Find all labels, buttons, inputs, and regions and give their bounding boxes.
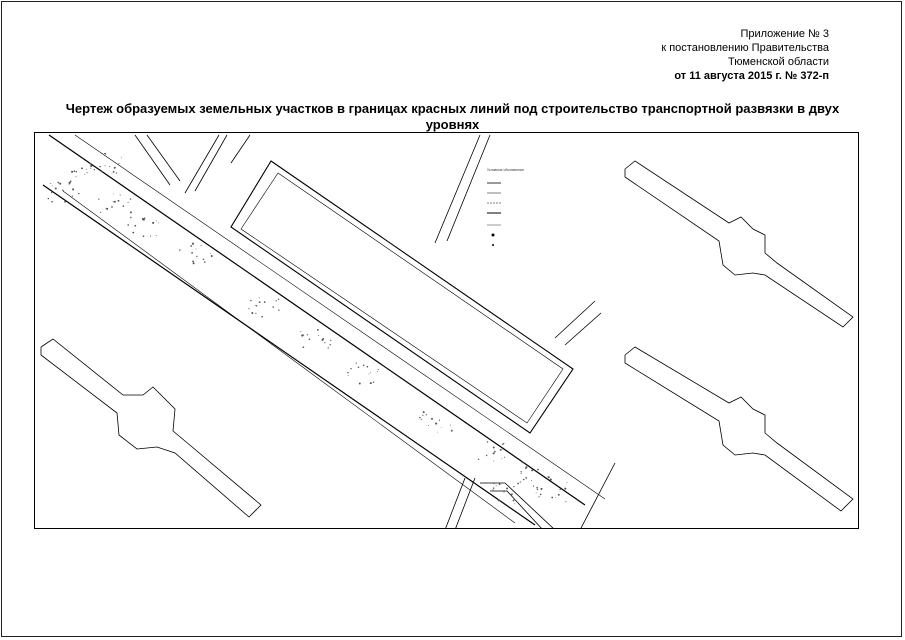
vegetation-dot	[441, 427, 442, 428]
vegetation-dot	[57, 182, 59, 184]
vegetation-dot	[193, 262, 195, 264]
vegetation-dot	[101, 170, 103, 172]
vegetation-dot	[493, 483, 494, 484]
vegetation-dot	[419, 417, 421, 419]
vegetation-dot	[521, 473, 522, 474]
vegetation-dot	[358, 367, 360, 369]
vegetation-dot	[51, 201, 53, 203]
vegetation-dot	[551, 497, 553, 499]
vegetation-dot	[525, 477, 527, 479]
vegetation-dot	[493, 461, 494, 462]
vegetation-dot	[120, 194, 121, 195]
vegetation-dot	[540, 488, 542, 490]
vegetation-dot	[493, 447, 495, 449]
vegetation-dot	[158, 222, 159, 223]
vegetation-dot	[558, 494, 560, 496]
vegetation-dot	[127, 224, 129, 226]
vegetation-dot	[493, 489, 494, 490]
vegetation-dot	[368, 373, 369, 374]
vegetation-dot	[531, 469, 533, 471]
vegetation-dot	[113, 201, 114, 202]
vegetation-dot	[501, 458, 502, 459]
vegetation-dot	[517, 483, 519, 485]
vegetation-dot	[373, 382, 374, 383]
vegetation-dot	[422, 415, 423, 416]
vegetation-dot	[506, 488, 508, 490]
vegetation-dot	[437, 432, 438, 433]
vegetation-dot	[328, 347, 329, 348]
vegetation-dot	[109, 166, 110, 167]
vegetation-dot	[502, 449, 503, 450]
vegetation-dot	[130, 211, 132, 213]
vegetation-dot	[112, 173, 113, 174]
vegetation-dot	[513, 499, 515, 501]
vegetation-dot	[116, 172, 117, 173]
vegetation-dot	[130, 198, 131, 199]
vegetation-dot	[498, 499, 500, 501]
vegetation-dot	[493, 487, 494, 488]
vegetation-dot	[52, 185, 53, 186]
vegetation-dot	[196, 256, 197, 257]
vegetation-dot	[191, 252, 193, 254]
vegetation-dot	[564, 488, 566, 490]
vegetation-dot	[81, 167, 83, 169]
vegetation-dot	[537, 488, 539, 490]
vegetation-dot	[300, 331, 301, 332]
vegetation-dot	[531, 480, 532, 481]
vegetation-dot	[251, 312, 253, 314]
vegetation-dot	[272, 306, 274, 308]
road-corridor	[43, 135, 605, 525]
vegetation-dot	[499, 483, 501, 485]
vegetation-dot	[255, 313, 256, 314]
vegetation-dot	[71, 171, 73, 173]
vegetation-dot	[118, 163, 119, 164]
vegetation-dot	[523, 479, 525, 481]
vegetation-dot	[143, 235, 145, 237]
red-line-lower	[43, 185, 535, 525]
vegetation-dot	[211, 256, 212, 257]
vegetation-dot	[486, 455, 487, 456]
vegetation-dot	[323, 338, 325, 340]
vegetation-dot	[156, 220, 157, 221]
vegetation-dot	[500, 449, 502, 451]
appendix-line-1: Приложение № 3	[740, 28, 829, 40]
vegetation-dot	[493, 452, 495, 454]
vegetation-dot	[128, 202, 129, 203]
vegetation-dot	[130, 217, 132, 219]
vegetation-dot	[114, 167, 116, 169]
vegetation-dot	[435, 423, 437, 425]
vegetation-dot	[540, 494, 542, 496]
vegetation-dot	[76, 171, 78, 173]
vegetation-dot	[78, 193, 79, 194]
vegetation-dot	[59, 183, 61, 185]
vegetation-dot	[195, 248, 196, 249]
vegetation-dot	[72, 188, 74, 190]
vegetation-dot	[525, 466, 527, 468]
vegetation-dot	[64, 201, 66, 203]
vegetation-dot	[121, 157, 122, 158]
vegetation-dot	[307, 334, 308, 335]
plan-drawing	[34, 132, 859, 529]
vegetation-dot	[303, 346, 305, 348]
vegetation-dot	[378, 369, 379, 370]
vegetation-dot	[324, 342, 325, 343]
vegetation-dot	[348, 375, 349, 376]
vegetation-dot	[426, 414, 427, 415]
vegetation-dot	[152, 222, 154, 224]
vegetation-dot	[134, 225, 136, 227]
vegetation-dot	[62, 190, 64, 192]
vegetation-dot	[264, 301, 266, 303]
vegetation-dot	[94, 169, 95, 170]
vegetation-dot	[100, 212, 101, 213]
vegetation-dot	[356, 362, 357, 363]
vegetation-dot	[317, 329, 319, 331]
vegetation-dot	[538, 496, 539, 497]
vegetation-dot	[248, 308, 249, 309]
vegetation-dot	[90, 165, 92, 167]
vegetation-dot	[421, 419, 422, 420]
vegetation-dot	[259, 297, 260, 298]
vegetation-dot	[278, 310, 279, 311]
vegetation-dot	[555, 497, 556, 498]
quarter-inner	[241, 173, 563, 423]
vegetation-dot	[478, 459, 479, 460]
vegetation-dot	[567, 482, 568, 483]
vegetation-dot	[114, 201, 116, 203]
vegetation-dot	[428, 425, 429, 426]
vegetation-dot	[487, 441, 488, 442]
vegetation-dot	[51, 192, 52, 193]
vegetation-dot	[132, 232, 134, 234]
vegetation-dot	[111, 206, 113, 208]
road-edge-1	[75, 135, 605, 499]
vegetation-dot	[105, 165, 106, 166]
vegetation-dot	[106, 208, 108, 210]
vegetation-dot	[86, 169, 87, 170]
inset-top-right	[625, 161, 853, 327]
appendix-line-3: Тюменской области	[727, 56, 829, 68]
vegetation-dot	[74, 170, 76, 172]
vegetation-dot	[72, 196, 73, 197]
svg-text:Условные обозначения: Условные обозначения	[487, 168, 524, 172]
appendix-date: от 11 августа 2015 г. № 372-п	[674, 70, 829, 82]
vegetation-dot	[113, 171, 115, 173]
vegetation-dot	[210, 253, 211, 254]
vegetation-dot	[255, 305, 256, 306]
vegetation-dot	[513, 486, 514, 487]
vegetation-dot	[48, 198, 49, 199]
vegetation-dot	[421, 419, 422, 420]
vegetation-dot	[363, 365, 364, 366]
plan-svg	[35, 133, 859, 529]
vegetation-dot	[377, 371, 378, 372]
appendix-line-2: к постановлению Правительства	[661, 42, 829, 54]
vegetation-dot	[370, 382, 372, 384]
vegetation-dot	[536, 487, 537, 488]
vegetation-dot	[192, 243, 194, 245]
vegetation-dot	[450, 425, 451, 426]
vegetation-dot	[50, 183, 51, 184]
vegetation-dot	[156, 235, 157, 236]
vegetation-dot	[75, 176, 76, 177]
vegetation-dot	[259, 301, 261, 303]
red-line-upper	[49, 135, 585, 505]
vegetation-dot	[565, 501, 566, 502]
vegetation-dot	[90, 163, 92, 165]
vegetation-dot	[520, 471, 521, 472]
vegetation-dot	[309, 338, 311, 340]
vegetation-dot	[503, 443, 504, 444]
vegetation-dot	[522, 461, 524, 463]
vegetation-dot	[261, 316, 263, 318]
vegetation-dot	[200, 245, 201, 246]
vegetation-dot	[359, 383, 361, 385]
vegetation-dot	[503, 491, 504, 492]
vegetation-dot	[350, 368, 351, 369]
vegetation-dot	[203, 258, 205, 260]
vegetation-dot	[511, 495, 512, 496]
vegetation-dot	[99, 166, 101, 168]
vegetation-dot	[533, 485, 534, 486]
vegetation-dot	[179, 249, 180, 250]
vegetation-dot	[190, 245, 192, 247]
vegetation-dot	[98, 198, 99, 199]
quarter-block	[231, 161, 573, 433]
vegetation-dot	[69, 183, 70, 184]
vegetation-dot	[330, 344, 331, 345]
vegetation-dot	[143, 219, 145, 221]
vegetation-dot	[150, 236, 151, 237]
vegetation-dot	[548, 476, 550, 478]
appendix-block	[661, 27, 829, 83]
vegetation-dot	[278, 299, 279, 300]
vegetation-dot	[536, 492, 537, 493]
vegetation-dots	[48, 153, 568, 504]
vegetation-dot	[330, 340, 331, 341]
vegetation-dot	[84, 174, 85, 175]
vegetation-dot	[204, 261, 206, 263]
vegetation-dot	[87, 172, 88, 173]
quarter-outer	[231, 161, 573, 433]
vegetation-dot	[90, 168, 91, 169]
vegetation-dot	[104, 153, 105, 154]
vegetation-dot	[496, 485, 497, 486]
vegetation-dot	[250, 300, 251, 301]
vegetation-dot	[192, 260, 194, 262]
vegetation-dot	[423, 411, 425, 413]
vegetation-dot	[347, 372, 348, 373]
vegetation-dot	[451, 430, 453, 432]
vegetation-dot	[547, 476, 548, 477]
vegetation-dot	[431, 418, 433, 420]
vegetation-dot	[514, 503, 515, 504]
vegetation-dot	[367, 366, 369, 368]
vegetation-dot	[537, 469, 539, 471]
side-streets	[135, 135, 615, 529]
vegetation-dot	[370, 372, 371, 373]
vegetation-dot	[113, 194, 114, 195]
vegetation-dot	[118, 200, 120, 202]
vegetation-dot	[559, 489, 560, 490]
vegetation-dot	[144, 218, 145, 219]
vegetation-dot	[55, 188, 57, 190]
legend	[487, 168, 524, 246]
vegetation-dot	[276, 300, 277, 301]
vegetation-dot	[520, 481, 521, 482]
inset-bottom-right	[625, 347, 853, 511]
vegetation-dot	[439, 420, 440, 421]
drawing-title-line-1: Чертеж образуемых земельных участков в границах красных линий под строительство транспортной развязки в двух уровнях	[65, 101, 840, 132]
vegetation-dot	[318, 335, 319, 336]
inset-left	[35, 331, 284, 529]
vegetation-dot	[504, 457, 505, 458]
vegetation-dot	[302, 334, 304, 336]
vegetation-dot	[494, 451, 496, 453]
vegetation-dot	[550, 479, 552, 481]
vegetation-dot	[123, 205, 125, 207]
